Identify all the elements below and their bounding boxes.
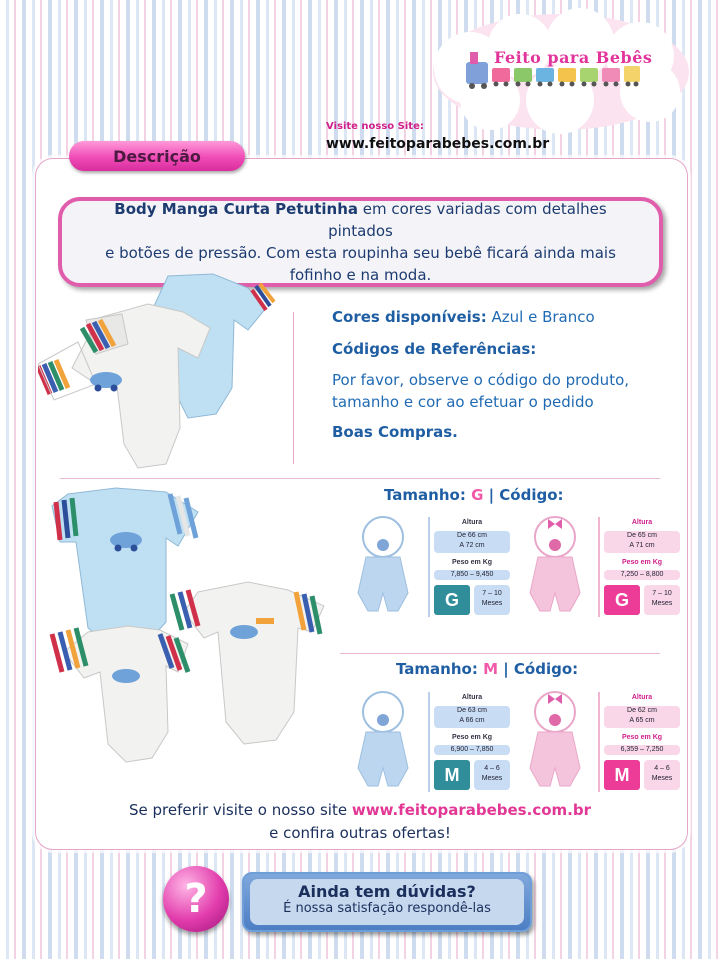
- baby-girl-icon: [520, 690, 590, 790]
- intro-line2: e botões de pressão. Com esta roupinha seu bebê ficará ainda mais: [105, 244, 616, 262]
- intro-line3: fofinho e na moda.: [289, 266, 432, 284]
- size-g-chart: Altura De 66 cm A 72 cm Peso em Kg 7,850 – 9,450 G 7 – 10 Meses Altura De 65 cm A 71 cm Peso em Kg 7,250 – 8,800 G 7 – 10 Meses: [348, 515, 688, 620]
- brand-logo[interactable]: [430, 8, 692, 136]
- codes-label: Códigos de Referências:: [332, 340, 537, 358]
- divider-horizontal: [60, 478, 660, 479]
- order-note: Por favor, observe o código do produto, tamanho e cor ao efetuar o pedido: [332, 371, 630, 411]
- size-m-title: Tamanho: M | Código:: [396, 660, 579, 678]
- logo-text: Feito para Bebês: [494, 48, 653, 67]
- product-photo-top: [38, 268, 278, 478]
- size-m-chart: Altura De 63 cm A 66 cm Peso em Kg 6,900 – 7,850 M 4 – 6 Meses Altura De 62 cm A 65 cm Peso em Kg 6,359 – 7,250 M 4 – 6 Meses: [348, 690, 688, 795]
- baby-girl-icon: [520, 515, 590, 615]
- help-button[interactable]: [242, 872, 532, 932]
- footer-text: Se preferir visite o nosso site www.feitoparabebes.com.br e confira outras ofertas!: [129, 801, 591, 842]
- colors-line: [332, 306, 595, 328]
- help-question-icon[interactable]: ?: [163, 866, 229, 932]
- divider-vertical: [293, 312, 294, 464]
- closing-text: Boas Compras.: [332, 423, 458, 441]
- divider-sizes: [340, 653, 660, 654]
- product-name: Body Manga Curta Petutinha: [114, 200, 358, 218]
- footer-site-link[interactable]: www.feitoparabebes.com.br: [351, 801, 591, 819]
- colors-value: Azul e Branco: [486, 308, 595, 326]
- size-box-m-boy: M: [434, 760, 470, 790]
- intro-line1: em cores variadas com detalhes pintados: [328, 200, 607, 240]
- tab-descricao[interactable]: Descrição: [69, 141, 245, 171]
- site-label: Visite nosso Site:: [326, 121, 424, 132]
- baby-boy-icon: [348, 515, 418, 615]
- colors-label: Cores disponíveis:: [332, 308, 487, 326]
- product-photo-bottom: [48, 482, 333, 782]
- site-url-link[interactable]: www.feitoparabebes.com.br: [326, 136, 550, 152]
- size-box-g-boy: G: [434, 585, 470, 615]
- size-g-title: Tamanho: G | Código:: [384, 486, 564, 504]
- size-box-m-girl: M: [604, 760, 640, 790]
- help-subtitle: É nossa satisfação respondê-las: [283, 901, 491, 916]
- baby-boy-icon: [348, 690, 418, 790]
- help-title: Ainda tem dúvidas?: [298, 882, 476, 901]
- size-box-g-girl: G: [604, 585, 640, 615]
